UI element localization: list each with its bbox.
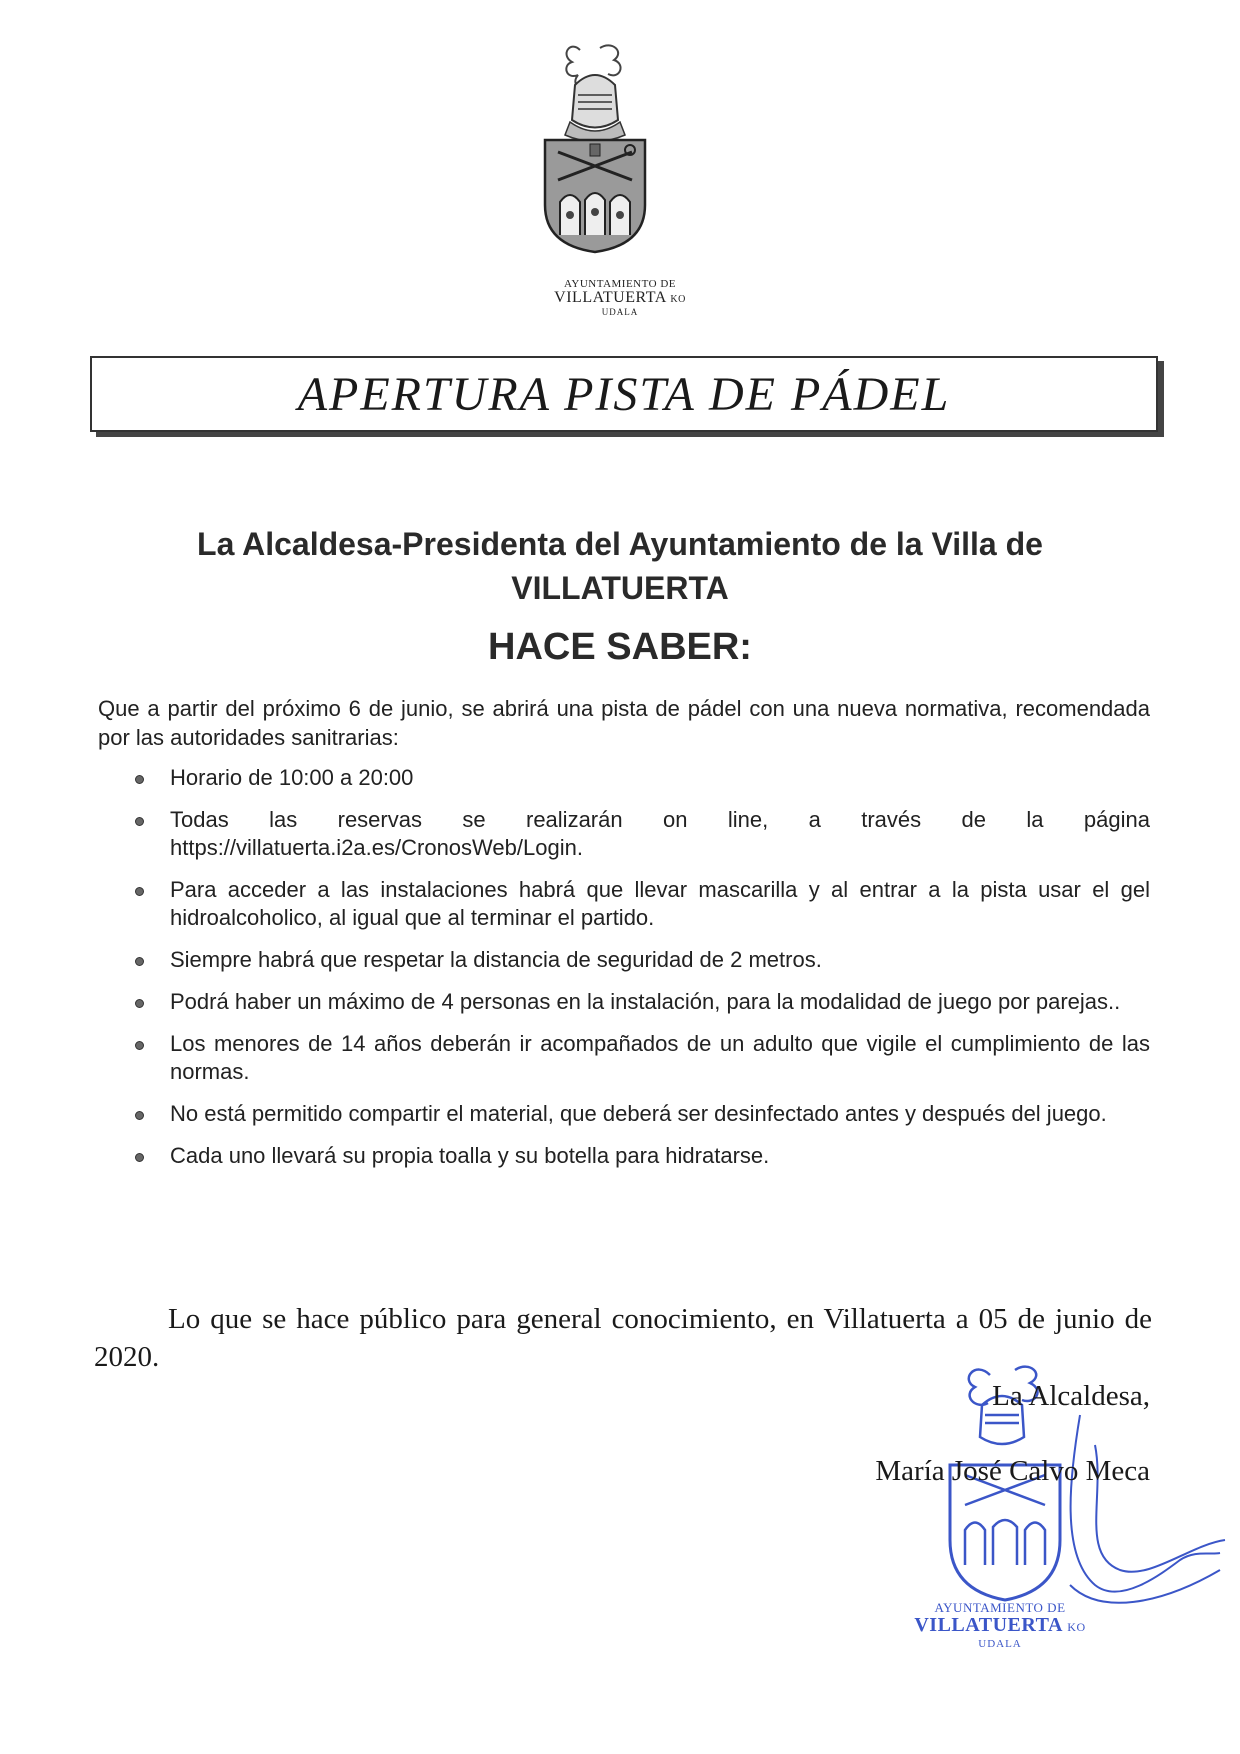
rules-list xyxy=(98,764,1150,1184)
intro-paragraph: Que a partir del próximo 6 de junio, se abrirá una pista de pádel con una nueva normativa, recomendada por las autoridades sanitrarias: xyxy=(98,696,1150,750)
rule-item xyxy=(98,806,1150,862)
closing-text: Lo que se hace público para general conocimiento, en Villatuerta a 05 de junio de 2020. xyxy=(94,1303,1152,1373)
rule-text: Podrá haber un máximo de 4 personas en la instalación, para la modalidad de juego por parejas.. xyxy=(170,989,1121,1014)
bullet-icon xyxy=(135,957,144,966)
document-title: APERTURA PISTA DE PÁDEL xyxy=(297,367,951,421)
municipal-crest-logo xyxy=(540,40,650,255)
bullet-icon xyxy=(135,999,144,1008)
bullet-icon xyxy=(135,1153,144,1162)
signer-name: María José Calvo Meca xyxy=(875,1455,1150,1487)
rule-item xyxy=(98,764,1150,792)
closing-paragraph xyxy=(94,1300,1152,1376)
rule-text: Todas las reservas se realizarán on line, a través de la página https://villatuerta.i2a.es/CronosWeb/Login. xyxy=(170,807,1150,860)
rule-text: Cada uno llevará su propia toalla y su botella para hidratarse. xyxy=(170,1143,770,1168)
stamp-caption-line3: UDALA xyxy=(978,1638,1022,1650)
crest-caption-line1: AYUNTAMIENTO DE xyxy=(563,278,677,290)
rule-item xyxy=(98,1100,1150,1128)
bullet-icon xyxy=(135,817,144,826)
rule-item xyxy=(98,1142,1150,1170)
issuer-heading xyxy=(100,522,1140,610)
stamp-caption-line1: AYUNTAMIENTO DE xyxy=(934,1600,1066,1615)
bullet-icon xyxy=(135,887,144,896)
rule-text: Los menores de 14 años deberán ir acompañados de un adulto que vigile el cumplimiento de las normas. xyxy=(170,1031,1150,1084)
rule-text: Siempre habrá que respetar la distancia de seguridad de 2 metros. xyxy=(170,947,822,972)
bullet-icon xyxy=(135,775,144,784)
rule-item xyxy=(98,988,1150,1016)
bullet-icon xyxy=(135,1041,144,1050)
crest-town-suffix: KO xyxy=(670,294,686,305)
title-box xyxy=(90,356,1158,432)
signer-title: La Alcaldesa, xyxy=(992,1380,1150,1412)
bullet-icon xyxy=(135,1111,144,1120)
announcement-heading: HACE SABER: xyxy=(488,626,752,668)
crest-caption-line2 xyxy=(470,289,770,307)
rule-text: Para acceder a las instalaciones habrá que llevar mascarilla y al entrar a la pista usar el gel hidroalcoholico, al igual que al terminar el partido. xyxy=(170,877,1150,930)
stamp-town-name: VILLATUERTA xyxy=(914,1614,1062,1636)
crest-town-name: VILLATUERTA xyxy=(554,289,666,306)
stamp-caption-line2 xyxy=(870,1614,1130,1637)
rule-item xyxy=(98,1030,1150,1086)
issuer-heading-line1: La Alcaldesa-Presidenta del Ayuntamiento de la Villa de xyxy=(197,526,1043,562)
rule-text: No está permitido compartir el material, que deberá ser desinfectado antes y después del juego. xyxy=(170,1101,1107,1126)
issuer-heading-line2: VILLATUERTA xyxy=(511,570,729,606)
stamp-town-suffix: KO xyxy=(1067,1620,1086,1634)
rule-item xyxy=(98,876,1150,932)
rule-text: Horario de 10:00 a 20:00 xyxy=(170,765,414,790)
rule-item xyxy=(98,946,1150,974)
crest-caption-line3: UDALA xyxy=(601,307,639,317)
